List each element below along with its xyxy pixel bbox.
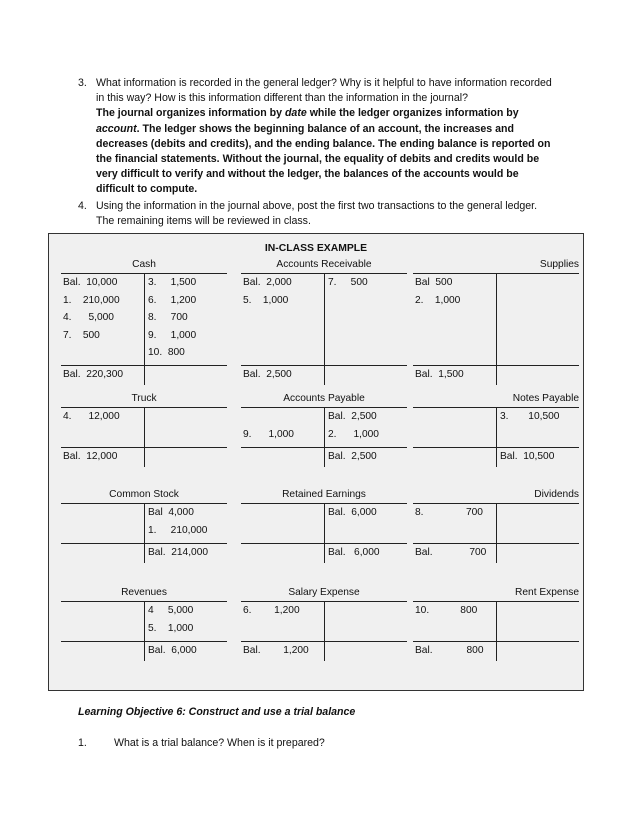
question-3-answer: [96, 106, 556, 197]
answer-line: very difficult to verify and without the ledger, the balances of the accounts would be: [96, 168, 519, 181]
question-4-number: 4.: [78, 200, 87, 212]
t-account-title: Common Stock: [109, 489, 179, 500]
t-account-entry: Bal. 2,500: [328, 411, 377, 422]
answer-line: account. The ledger shows the beginning balance of an account, the increases and: [96, 122, 514, 135]
learning-objective-heading: Learning Objective 6: Construct and use a trial balance: [78, 706, 356, 718]
t-account-divider: [144, 407, 145, 467]
example-title: IN-CLASS EXAMPLE: [264, 243, 368, 254]
t-account-divider: [144, 601, 145, 661]
t-account-entry: Bal. 800: [415, 645, 484, 656]
question-1-text: What is a trial balance? When is it prepared?: [114, 737, 325, 749]
t-account-entry: 10. 800: [415, 605, 478, 616]
question-3-body: [96, 76, 556, 198]
t-account-entry: Bal. 6,000: [328, 547, 380, 558]
t-account-entry: Bal. 700: [415, 547, 487, 558]
t-account-divider: [324, 503, 325, 563]
t-account-title: Cash: [132, 259, 156, 270]
t-account-divider: [496, 273, 497, 385]
t-account-divider: [496, 601, 497, 661]
answer-line: difficult to compute.: [96, 183, 198, 196]
t-account-entry: Bal. 1,200: [243, 645, 309, 656]
question-4-text: Using the information in the journal above, post the first two transactions to the general ledger. The remaining items will be reviewed in class.: [96, 200, 538, 228]
t-account-entry: Bal. 220,300: [63, 369, 124, 380]
t-account-entry: Bal. 12,000: [63, 451, 118, 462]
t-account-entry: Bal. 10,000: [63, 277, 118, 288]
t-account-title: Revenues: [121, 587, 167, 598]
t-account-entry: 2. 1,000: [328, 428, 379, 440]
t-account-title: Retained Earnings: [282, 489, 366, 500]
t-account-entry: Bal 500: [415, 277, 453, 288]
t-account-entry: Bal. 2,500: [328, 451, 377, 462]
t-account-entry: 10. 800: [148, 347, 185, 358]
t-account-entry: 4 5,000: [148, 605, 194, 616]
t-account-entry: 6. 1,200: [148, 294, 197, 306]
t-account-entry: 9. 1,000: [243, 428, 294, 440]
answer-line: The journal organizes information by date while the ledger organizes information by: [96, 107, 519, 120]
t-account-title: Rent Expense: [515, 587, 579, 598]
t-account-title: Accounts Payable: [283, 393, 365, 404]
t-account-entry: 4. 12,000: [63, 411, 120, 422]
question-1-number: 1.: [78, 737, 87, 749]
answer-line: the financial statements. Without the journal, the equality of debits and credits would be: [96, 153, 540, 166]
t-account-title: Supplies: [539, 259, 579, 270]
t-account-title: Salary Expense: [288, 587, 360, 598]
t-account-entry: 4. 5,000: [63, 312, 114, 323]
t-account-entry: Bal. 2,000: [243, 277, 292, 288]
t-account-title: Dividends: [534, 489, 579, 500]
t-account-entry: 7. 500: [63, 329, 100, 341]
t-account-entry: 7. 500: [328, 277, 368, 288]
t-account-entry: 3. 10,500: [500, 411, 560, 422]
t-account-divider: [144, 503, 145, 563]
t-account-divider: [324, 407, 325, 467]
t-account-entry: 1. 210,000: [63, 294, 120, 306]
t-account-entry: 1. 210,000: [148, 524, 208, 536]
t-account-divider: [496, 503, 497, 563]
t-account-title: Truck: [131, 393, 157, 404]
t-account-entry: 5. 1,000: [243, 294, 289, 306]
t-account-entry: 6. 1,200: [243, 605, 300, 616]
t-account-entry: Bal. 6,000: [328, 507, 377, 518]
t-account-divider: [144, 273, 145, 385]
t-account-entry: 8. 700: [415, 507, 483, 518]
t-account-divider: [324, 601, 325, 661]
t-account-title: Accounts Receivable: [276, 259, 372, 270]
t-account-entry: Bal. 1,500: [415, 369, 464, 380]
t-account-entry: 2. 1,000: [415, 294, 461, 306]
t-account-divider: [496, 407, 497, 467]
t-account-balance-line: [241, 447, 407, 448]
t-account-divider: [324, 273, 325, 385]
t-account-entry: 5. 1,000: [148, 622, 194, 634]
question-3-text: What information is recorded in the general ledger? Why is it helpful to have information recorded in this way? How is this information different than the information in the journal?: [96, 77, 552, 105]
t-account-balance-line: [241, 543, 407, 544]
t-account-title: Notes Payable: [512, 393, 579, 404]
t-account-entry: Bal. 214,000: [148, 547, 209, 558]
t-account-entry: Bal. 2,500: [243, 369, 292, 380]
t-account-entry: Bal 4,000: [148, 507, 194, 518]
answer-line: decreases (debits and credits), and the ending balance. The ending balance is reported on: [96, 137, 551, 150]
question-3-number: 3.: [78, 77, 87, 89]
t-account-entry: Bal. 10,500: [500, 451, 555, 462]
t-account-entry: 8. 700: [148, 312, 188, 323]
t-account-entry: Bal. 6,000: [148, 645, 197, 656]
in-class-example-box: [48, 233, 584, 691]
t-account-entry: 9. 1,000: [148, 329, 197, 341]
t-account-entry: 3. 1,500: [148, 277, 197, 288]
t-account-balance-line: [61, 641, 227, 642]
